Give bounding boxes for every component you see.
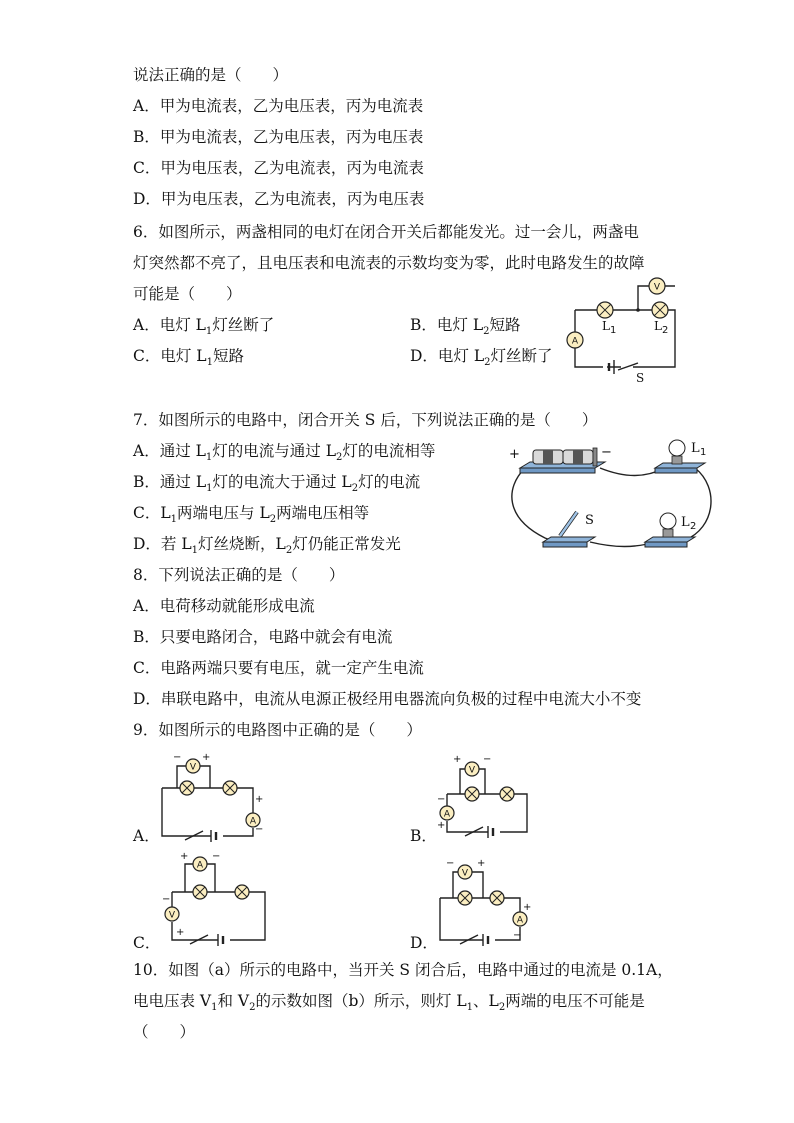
svg-text:−: − [483,754,492,765]
q6-option-a: A．电灯 $L_1$灯丝断了 [133,316,275,337]
svg-text:V: V [168,910,176,921]
q7-lamp-l1 [655,440,706,473]
q8-stem: 8．下列说法正确的是（ ） [133,566,345,584]
svg-text:+: + [453,754,462,765]
svg-text:+: + [202,752,211,763]
q7-option-d: D．若 $L_1$灯丝烧断，$L_2$灯仍能正常发光 [133,535,401,556]
q5-option-c: C．甲为电压表，乙为电流表，丙为电流表 [133,159,424,177]
svg-text:−: − [437,794,446,805]
svg-text:2: 2 [690,521,697,532]
svg-text:1: 1 [700,447,707,458]
svg-text:L: L [691,441,700,456]
q6-stem-line2: 灯突然都不亮了，且电压表和电流表的示数均变为零，此时电路发生的故障 [133,254,645,272]
q8-option-a: A．电荷移动就能形成电流 [133,597,315,615]
svg-text:+: + [176,927,185,938]
q10-stem-line2: 电电压表 $V_1$和 $V_2$的示数如图（b）所示，则灯 $L_1$、$L_2$两端的电压不可能是 [133,992,645,1013]
svg-text:V: V [189,762,197,773]
svg-text:+: + [255,794,264,805]
svg-text:+: + [477,858,486,869]
svg-text:A: A [196,860,204,871]
q7-option-c: C．$L_1$两端电压与 $L_2$两端电压相等 [133,504,370,525]
svg-text:V: V [468,765,476,776]
svg-text:+: + [523,902,532,913]
svg-text:2: 2 [662,325,669,336]
q9-circuit-c [160,852,275,947]
q5-option-d: D．甲为电压表，乙为电流表，丙为电压表 [133,190,425,208]
q9-stem: 9．如图所示的电路图中正确的是（ ） [133,721,422,739]
q8-option-b: B．只要电路闭合，电路中就会有电流 [133,628,393,646]
q9-option-b-label: B． [410,827,437,845]
q5-option-a: A．甲为电流表，乙为电压表，丙为电流表 [133,97,424,115]
svg-text:+: + [180,851,189,862]
q7-stem: 7．如图所示的电路中，闭合开关 S 后，下列说法正确的是（ ） [133,411,598,429]
q9-option-c-label: C． [133,934,161,952]
q9-option-a-label: A． [133,827,160,845]
q7-physical-circuit [505,438,715,553]
q10-stem-line3: （ ） [133,1023,196,1041]
q7-lamp-l2 [645,513,696,547]
q9-option-d-label: D． [410,934,438,952]
q6-option-c: C．电灯 $L_1$短路 [133,347,244,368]
q9-circuit-d [435,860,545,945]
q8-option-c: C．电路两端只要有电压，就一定产生电流 [133,659,424,677]
q6-option-d: D．电灯 $L_2$灯丝断了 [410,347,553,368]
q7-option-a: A．通过 $L_1$灯的电流与通过 $L_2$灯的电流相等 [133,442,436,463]
q7-battery [509,445,612,473]
svg-text:A: A [443,809,451,820]
svg-text:L: L [602,319,610,333]
svg-text:A: A [571,336,579,347]
svg-text:+: + [509,447,520,462]
svg-text:+: + [437,820,446,831]
svg-text:A: A [249,816,257,827]
svg-text:−: − [212,851,221,862]
q7-option-b: B．通过 $L_1$灯的电流大于通过 $L_2$灯的电流 [133,473,421,494]
q7-switch [543,512,595,547]
q5-stem-tail: 说法正确的是（ ） [133,66,289,84]
q10-stem-line1: 10．如图（a）所示的电路中，当开关 S 闭合后，电路中通过的电流是 0.1A， [133,961,673,979]
svg-text:V: V [461,868,469,879]
svg-text:−: − [255,824,264,835]
svg-text:−: − [173,752,182,763]
svg-text:V: V [653,282,661,293]
q8-option-d: D．串联电路中，电流从电源正极经用电器流向负极的过程中电流大小不变 [133,690,642,708]
svg-text:S: S [636,371,645,385]
q6-stem-line1: 6．如图所示，两盏相同的电灯在闭合开关后都能发光。过一会儿，两盏电 [133,223,639,241]
svg-text:−: − [513,930,522,941]
q6-option-b: B．电灯 $L_2$短路 [410,316,521,337]
svg-text:−: − [601,445,612,460]
svg-text:L: L [681,515,690,530]
q9-circuit-b [435,754,545,839]
svg-text:−: − [446,858,455,869]
q9-circuit-a [155,748,275,838]
q6-stem-line3: 可能是（ ） [133,285,242,303]
svg-text:L: L [654,319,662,333]
svg-text:S: S [585,513,594,528]
q6-circuit-diagram [560,272,690,385]
svg-text:1: 1 [610,325,617,336]
q5-option-b: B．甲为电流表，乙为电压表，丙为电压表 [133,128,424,146]
svg-text:A: A [516,915,524,926]
svg-text:−: − [162,894,171,905]
